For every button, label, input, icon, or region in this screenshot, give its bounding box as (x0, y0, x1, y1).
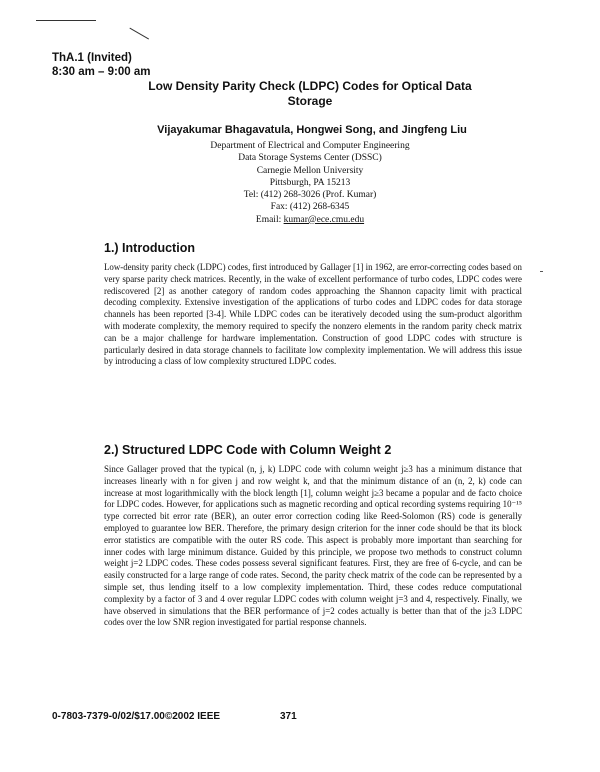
footer-isbn: 0-7803-7379-0/02/$17.00©2002 IEEE (52, 711, 221, 722)
affiliation-center: Data Storage Systems Center (DSSC) (238, 153, 382, 164)
affiliation-fax: Fax: (412) 268-6345 (270, 202, 350, 213)
handwritten-mark (129, 28, 149, 41)
session-info (52, 51, 150, 79)
section-heading-structured-ldpc: 2.) Structured LDPC Code with Column Weight 2 (104, 443, 392, 457)
affiliation-block (0, 140, 600, 226)
email-label: Email: (255, 214, 284, 225)
paper-authors: Vijayakumar Bhagavatula, Hongwei Song, and Jingfeng Liu (157, 124, 467, 136)
paper-title: Low Density Parity Check (LDPC) Codes for Optical Data Storage (148, 79, 472, 108)
handwritten-mark (36, 20, 96, 22)
section-heading-introduction: 1.) Introduction (104, 241, 195, 255)
session-id: ThA.1 (Invited) (52, 52, 132, 64)
affiliation-department: Department of Electrical and Computer Engineering (210, 141, 410, 151)
email-link[interactable]: kumar@ece.cmu.edu (283, 214, 365, 225)
session-time: 8:30 am – 9:00 am (52, 66, 151, 78)
affiliation-city: Pittsburgh, PA 15213 (269, 177, 351, 188)
page-number: 371 (280, 711, 297, 722)
section-body-structured-ldpc: Since Gallager proved that the typical (n, j, k) LDPC code with column weight j≥3 has a minimum distance that increases linearly with n for given j and row weight k, and that the minimum distance of an (n, 2, k) code can increase at most logarithmically with the block length [1], column weight j≥3 became a popular and de facto choice for LDPC codes. However, for applications such as magnetic recording and optical recording systems requiring 10⁻¹⁵ type corrected bit error rate (BER), an outer error correction coding like Reed-Solomon (RS) code is generally employed to guarantee low BER. Therefore, the primary design criterion for the inner code should be that its block error statistics are compatible with the outer RS code. This aspect is probably more important than searching for inner codes with large minimum distance. Guided by this principle, we propose two methods to construct column weight j=2 LDPC codes. These codes possess several significant features. First, they are free of 6-cycle, and can be easily constructed for a large range of code rates. Second, the parity check matrix of the code can be represented by a simple set, thus lending itself to a low complexity implementation. Third, these codes reduce computational complexity by a factor of 3 and 4 over regular LDPC codes with column weight j=3 and 4, respectively. Finally, we have observed in simulations that the BER performance of j=2 codes actually is better than that of the j≥3 LDPC codes over the low SNR region investigated for partial response channels. (104, 464, 522, 628)
section-body-introduction: Low-density parity check (LDPC) codes, first introduced by Gallager [1] in 1962, are error-correcting codes based on very sparse parity check matrices. Recently, in the wake of excellent performance of turbo codes, LDPC codes were rediscovered [2] as another category of random codes approaching the Shannon capacity limit with practical decoding complexity. Extensive investigation of the applications of turbo codes and LDPC codes for data storage channels has been reported [3-4]. While LDPC codes can be iteratively decoded using the sum-product algorithm with moderate complexity, the memory required to specify the nonzero elements in the random parity check matrix can be a major challenge for hardware implementation. Construction of good LDPC codes with structure is particularly desired in data storage channels to facilitate low complexity implementation. We will address this issue by introducing a class of low complexity structured LDPC codes. (104, 262, 522, 367)
affiliation-university: Carnegie Mellon University (256, 165, 364, 176)
margin-mark (540, 271, 543, 272)
affiliation-tel: Tel: (412) 268-3026 (Prof. Kumar) (243, 190, 377, 201)
affiliation-email (20, 214, 600, 226)
